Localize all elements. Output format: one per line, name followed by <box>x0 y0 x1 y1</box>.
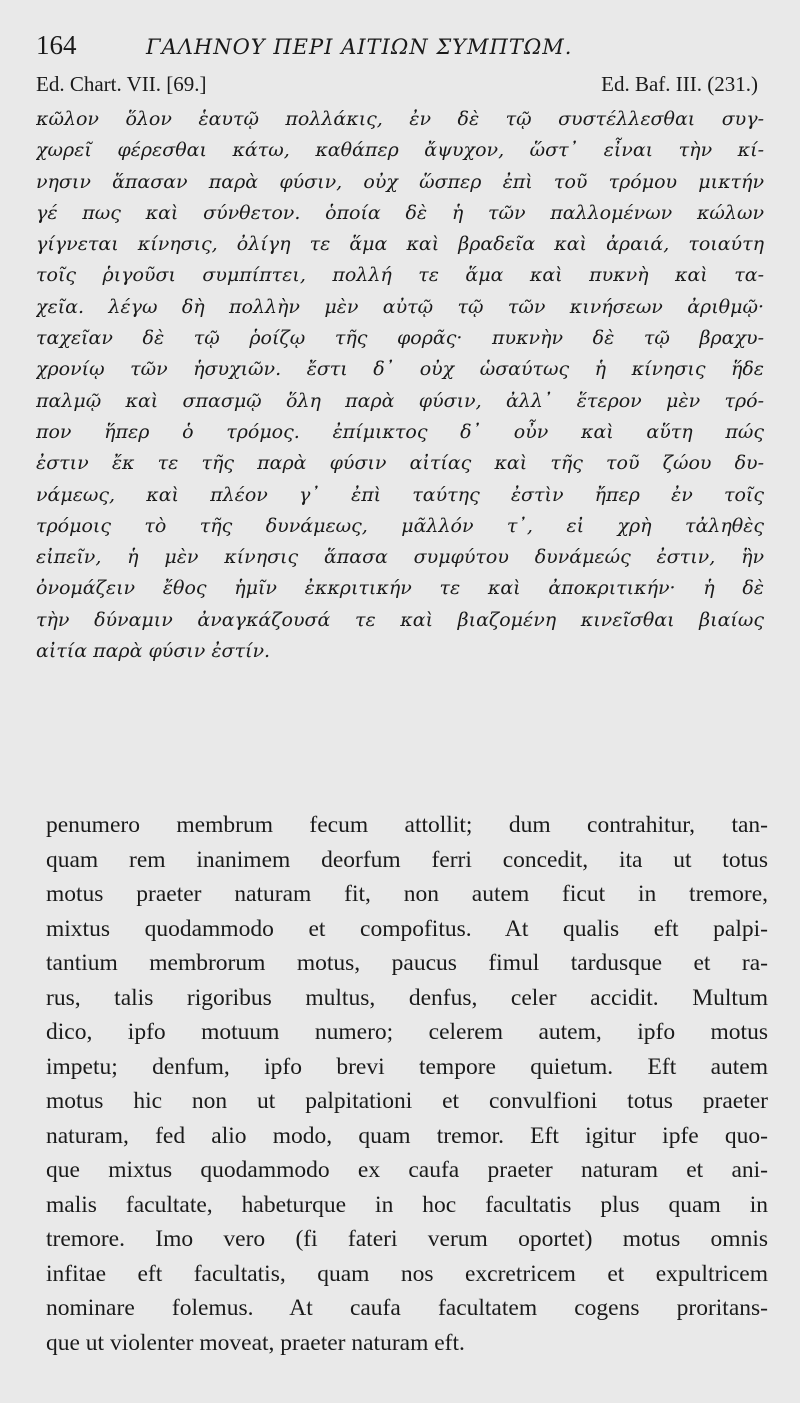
latin-line: quam rem inanimem deorfum ferri concedit, ita ut totus <box>46 846 768 873</box>
greek-line: κῶλον ὅλον ἑαυτῷ πολλάκις, ἐν δὲ τῷ συστέλλεσθαι συγ- <box>36 108 764 130</box>
latin-line: nominare folemus. At caufa facultatem cogens proritans- <box>46 1295 768 1321</box>
latin-line: motus hic non ut palpitationi et convulfioni totus praeter <box>46 1088 768 1114</box>
greek-line: αἰτία παρὰ φύσιν ἐστίν. <box>36 640 271 663</box>
latin-line: infitae eft facultatis, quam nos excretricem et expultricem <box>46 1260 768 1287</box>
latin-line: impetu; denfum, ipfo brevi tempore quietum. Eft autem <box>46 1053 768 1080</box>
greek-line: χεῖα. λέγω δὴ πολλὴν μὲν αὐτῷ τῷ τῶν κινήσεων ἀριθμῷ· <box>36 295 764 318</box>
latin-line: naturam, fed alio modo, quam tremor. Eft igitur ipfe quo- <box>46 1122 768 1149</box>
edition-reference-basel: Ed. Baf. III. (231.) <box>601 72 758 96</box>
greek-line: γίγνεται κίνησις, ὀλίγη τε ἅμα καὶ βραδεῖα καὶ ἀραιά, τοιαύτη <box>36 233 764 256</box>
greek-line: ἐστιν ἔκ τε τῆς παρὰ φύσιν αἰτίας καὶ τῆς τοῦ ζώου δυ- <box>36 452 764 475</box>
latin-line: rus, talis rigoribus multus, denfus, celer accidit. Multum <box>46 984 768 1011</box>
greek-line: τὴν δύναμιν ἀναγκάζουσά τε καὶ βιαζομένη κινεῖσθαι βιαίως <box>36 608 764 631</box>
greek-line: πον ἥπερ ὁ τρόμος. ἐπίμικτος δ᾽ οὖν καὶ αὕτη πώς <box>36 420 764 443</box>
latin-line: que mixtus quodammodo ex caufa praeter naturam et ani- <box>46 1157 768 1183</box>
greek-line: νάμεως, καὶ πλέον γ᾽ ἐπὶ ταύτης ἐστὶν ἤπερ ἐν τοῖς <box>36 483 764 506</box>
edition-references <box>36 72 766 102</box>
greek-line: ὀνομάζειν ἔθος ἡμῖν ἐκκριτικήν τε καὶ ἀποκριτικήν· ἡ δὲ <box>36 577 764 600</box>
latin-line: malis facultate, habeturque in hoc facultatis plus quam in <box>46 1191 768 1218</box>
latin-line: tantium membrorum motus, paucus fimul tardusque et ra- <box>46 950 768 976</box>
greek-line: γέ πως καὶ σύνθετον. ὁποία δὲ ἡ τῶν παλλομένων κώλων <box>36 201 764 224</box>
greek-line: τοῖς ῥιγοῦσι συμπίπτει, πολλή τε ἅμα καὶ πυκνὴ καὶ τα- <box>36 264 764 287</box>
latin-line: penumero membrum fecum attollit; dum contrahitur, tan- <box>46 812 768 838</box>
greek-text <box>36 104 766 667</box>
greek-line: χωρεῖ φέρεσθαι κάτω, καθάπερ ἄψυχον, ὥστ᾽ εἶναι τὴν κί- <box>36 139 764 162</box>
greek-line: νησιν ἅπασαν παρὰ φύσιν, οὐχ ὥσπερ ἐπὶ τοῦ τρόμου μικτήν <box>36 170 764 193</box>
page-number: 164 <box>36 30 77 60</box>
greek-line: παλμῷ καὶ σπασμῷ ὅλη παρὰ φύσιν, ἀλλ᾽ ἕτερον μὲν τρό- <box>36 389 764 412</box>
greek-line: χρονίῳ τῶν ἡσυχιῶν. ἔστι δ᾽ οὐχ ὡσαύτως ἡ κίνησις ἥδε <box>36 358 764 381</box>
latin-line: tremore. Imo vero (fi fateri verum oportet) motus omnis <box>46 1226 768 1252</box>
running-title: ΓΑΛΗΝΟΥ ΠΕΡΙ ΑΙΤΙΩΝ ΣΥΜΠΤΩΜ. <box>146 35 573 59</box>
greek-line: τρόμοις τὸ τῆς δυνάμεως, μᾶλλόν τ᾽, εἰ χρὴ τἀληθὲς <box>36 514 764 537</box>
latin-line: que ut violenter moveat, praeter naturam eft. <box>46 1329 465 1356</box>
latin-line: mixtus quodammodo et compofitus. At qualis eft palpi- <box>46 915 768 942</box>
running-head <box>36 30 766 70</box>
latin-line: motus praeter naturam fit, non autem ficut in tremore, <box>46 881 768 907</box>
greek-line: ταχεῖαν δὲ τῷ ῥοίζῳ τῆς φορᾶς· πυκνὴν δὲ τῷ βραχυ- <box>36 327 764 350</box>
latin-translation <box>46 808 768 1360</box>
latin-line: dico, ipfo motuum numero; celerem autem, ipfo motus <box>46 1019 768 1045</box>
edition-reference-chartier: Ed. Chart. VII. [69.] <box>36 72 207 96</box>
greek-line: εἰπεῖν, ἡ μὲν κίνησις ἅπασα συμφύτου δυνάμεώς ἐστιν, ἣν <box>36 546 764 569</box>
